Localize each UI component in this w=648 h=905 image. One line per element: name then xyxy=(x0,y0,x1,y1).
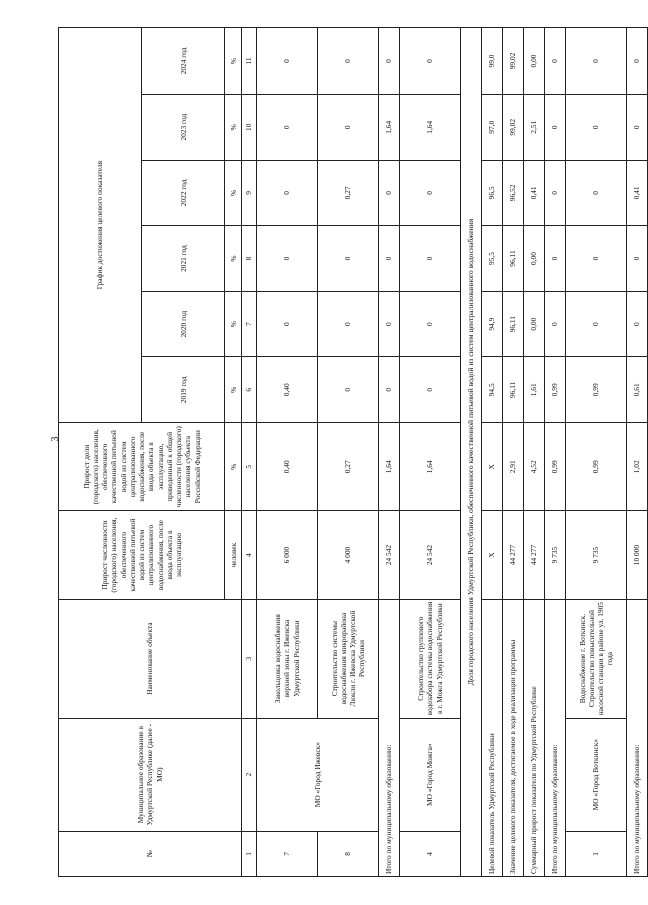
unit-pct: % xyxy=(225,94,242,160)
row-year-value: 97,0 xyxy=(482,94,503,160)
row-people: 9 735 xyxy=(545,511,566,599)
row-year-value: 1,61 xyxy=(524,357,545,423)
row-year-value: 0 xyxy=(566,226,627,292)
unit-people: человек xyxy=(225,511,242,599)
row-people: 24 542 xyxy=(400,511,461,599)
row-year-value: 0,27 xyxy=(318,160,379,226)
col-number: 2 xyxy=(242,718,257,831)
col-number: 3 xyxy=(242,599,257,718)
row-year-value: 2,51 xyxy=(524,94,545,160)
header-growth-share: Прирост доли (городского) населения, обеспеченного качественной питьевой водой из систем централизованного водоснабжения, после ввода объекта в эксплуатацию, приведенный к общей численности (городского) населения субъекта Российской Федерации xyxy=(59,423,225,511)
row-year-value: 0,00 xyxy=(524,291,545,357)
row-year-value: 94,9 xyxy=(482,291,503,357)
row-people: 44 277 xyxy=(524,511,545,599)
row-year-value: 0,61 xyxy=(627,357,648,423)
unit-pct: % xyxy=(225,160,242,226)
row-year-value: 0 xyxy=(400,357,461,423)
summary-label: Значение целевого показателя, достигаемое в ходе реализации программы xyxy=(503,599,524,876)
row-year-value: 96,5 xyxy=(482,160,503,226)
row-share: 0,40 xyxy=(257,423,318,511)
row-year-value: 0 xyxy=(257,226,318,292)
header-year: 2021 год xyxy=(142,226,225,292)
header-schedule: График достижения целевого показателя xyxy=(59,28,142,423)
row-object: Строительство системы водоснабжения микрорайона Люкли г. Ижевска Удмуртской Республики xyxy=(318,599,379,718)
row-year-value: 0 xyxy=(318,291,379,357)
row-people: 6 000 xyxy=(257,511,318,599)
col-number: 11 xyxy=(242,28,257,95)
row-year-value: 0 xyxy=(566,291,627,357)
col-number: 8 xyxy=(242,226,257,292)
row-year-value: 0 xyxy=(545,94,566,160)
row-num: 7 xyxy=(257,831,318,876)
row-people: 4 000 xyxy=(318,511,379,599)
row-year-value: 0 xyxy=(318,94,379,160)
row-year-value: 0 xyxy=(257,291,318,357)
row-year-value: 96,11 xyxy=(503,357,524,423)
row-year-value: 96,52 xyxy=(503,160,524,226)
row-num: 4 xyxy=(400,831,461,876)
row-year-value: 0 xyxy=(566,28,627,95)
row-year-value: 0 xyxy=(627,291,648,357)
row-people: 10 000 xyxy=(627,511,648,599)
total-label: Итого по муниципальному образованию: xyxy=(379,599,400,876)
unit-pct: % xyxy=(225,423,242,511)
total-label: Итого по муниципальному образованию: xyxy=(627,599,648,876)
header-year: 2023 год xyxy=(142,94,225,160)
unit-pct: % xyxy=(225,357,242,423)
total-label: Итого по муниципальному образованию: xyxy=(545,599,566,876)
row-object: Закольцовка водоснабжения верхней зоны г. Ижевска Удмуртской Республики xyxy=(257,599,318,718)
row-year-value: 0 xyxy=(379,357,400,423)
header-mo: Муниципальное образование в Удмуртской Республике (далее - МО) xyxy=(59,718,242,831)
row-year-value: 0 xyxy=(545,291,566,357)
row-share: 0,99 xyxy=(566,423,627,511)
row-share: 0,99 xyxy=(545,423,566,511)
row-num: 1 xyxy=(566,831,627,876)
row-year-value: 0 xyxy=(400,28,461,95)
row-year-value: 0 xyxy=(318,226,379,292)
header-num: № xyxy=(59,831,242,876)
document-sheet xyxy=(58,27,648,877)
row-object: Строительство группового водозабора системы водоснабжения в г. Можга Удмуртской Республики xyxy=(400,599,461,718)
row-year-value: 0 xyxy=(257,28,318,95)
row-object: Водоснабжение г. Воткинск. Строительство повысительной насосной станции в районе ул. 1905 года xyxy=(566,599,627,718)
col-number: 10 xyxy=(242,94,257,160)
summary-label: Суммарный прирост показателя по Удмуртской Республике xyxy=(524,599,545,876)
unit-pct: % xyxy=(225,226,242,292)
row-year-value: 96,11 xyxy=(503,226,524,292)
row-people: X xyxy=(482,511,503,599)
row-mo: МО «Город Воткинск» xyxy=(566,718,627,831)
col-number: 9 xyxy=(242,160,257,226)
row-year-value: 0 xyxy=(545,226,566,292)
col-number: 4 xyxy=(242,511,257,599)
unit-pct: % xyxy=(225,28,242,95)
row-year-value: 1,64 xyxy=(400,94,461,160)
summary-label: Целевой показатель Удмуртской Республики xyxy=(482,599,503,876)
header-year: 2024 год xyxy=(142,28,225,95)
row-people: 24 542 xyxy=(379,511,400,599)
row-year-value: 0 xyxy=(379,226,400,292)
row-share: 4,52 xyxy=(524,423,545,511)
row-year-value: 0 xyxy=(400,160,461,226)
section-heading: Доля городского населения Удмуртской Республики, обеспеченного качественной питьевой водой из систем централизованного водоснабжения xyxy=(461,28,482,877)
row-year-value: 99,02 xyxy=(503,94,524,160)
row-year-value: 0,40 xyxy=(257,357,318,423)
col-number: 1 xyxy=(242,831,257,876)
row-year-value: 0,41 xyxy=(627,160,648,226)
row-year-value: 0,00 xyxy=(524,226,545,292)
row-year-value: 0 xyxy=(379,160,400,226)
row-year-value: 0 xyxy=(379,291,400,357)
row-share: 0,27 xyxy=(318,423,379,511)
row-year-value: 94,5 xyxy=(482,357,503,423)
row-share: 1,64 xyxy=(379,423,400,511)
row-year-value: 1,64 xyxy=(379,94,400,160)
row-year-value: 0 xyxy=(627,226,648,292)
row-year-value: 0 xyxy=(545,160,566,226)
row-year-value: 96,11 xyxy=(503,291,524,357)
header-growth-people: Прирост численности (городского) населения, обеспеченного качественной питьевой водой из систем централизованного водоснабжения, после ввода объекта в эксплуатацию xyxy=(59,511,225,599)
header-year: 2019 год xyxy=(142,357,225,423)
row-year-value: 0,00 xyxy=(524,28,545,95)
unit-pct: % xyxy=(225,291,242,357)
page-number: 3 xyxy=(50,436,61,442)
col-number: 6 xyxy=(242,357,257,423)
row-year-value: 0 xyxy=(379,28,400,95)
row-share: 2,91 xyxy=(503,423,524,511)
row-year-value: 0 xyxy=(566,94,627,160)
row-year-value: 0 xyxy=(627,28,648,95)
col-number: 5 xyxy=(242,423,257,511)
row-year-value: 0 xyxy=(627,94,648,160)
row-year-value: 0,99 xyxy=(566,357,627,423)
row-year-value: 0,41 xyxy=(524,160,545,226)
row-year-value: 0 xyxy=(400,226,461,292)
row-people: 9 735 xyxy=(566,511,627,599)
row-year-value: 0,99 xyxy=(545,357,566,423)
row-mo: МО «Город Можга» xyxy=(400,718,461,831)
row-year-value: 0 xyxy=(400,291,461,357)
header-year: 2020 год xyxy=(142,291,225,357)
row-share: X xyxy=(482,423,503,511)
row-year-value: 0 xyxy=(566,160,627,226)
row-mo: МО «Город Ижевск» xyxy=(257,718,379,831)
row-year-value: 0 xyxy=(257,160,318,226)
target-indicator-table xyxy=(58,27,648,877)
row-year-value: 0 xyxy=(257,94,318,160)
row-year-value: 0 xyxy=(545,28,566,95)
row-people: 44 277 xyxy=(503,511,524,599)
row-num: 8 xyxy=(318,831,379,876)
row-share: 1,64 xyxy=(400,423,461,511)
row-year-value: 95,5 xyxy=(482,226,503,292)
header-object: Наименование объекта xyxy=(59,599,242,718)
row-year-value: 0 xyxy=(318,357,379,423)
row-year-value: 99,0 xyxy=(482,28,503,95)
col-number: 7 xyxy=(242,291,257,357)
row-share: 1,02 xyxy=(627,423,648,511)
row-year-value: 99,02 xyxy=(503,28,524,95)
header-year: 2022 год xyxy=(142,160,225,226)
row-year-value: 0 xyxy=(318,28,379,95)
